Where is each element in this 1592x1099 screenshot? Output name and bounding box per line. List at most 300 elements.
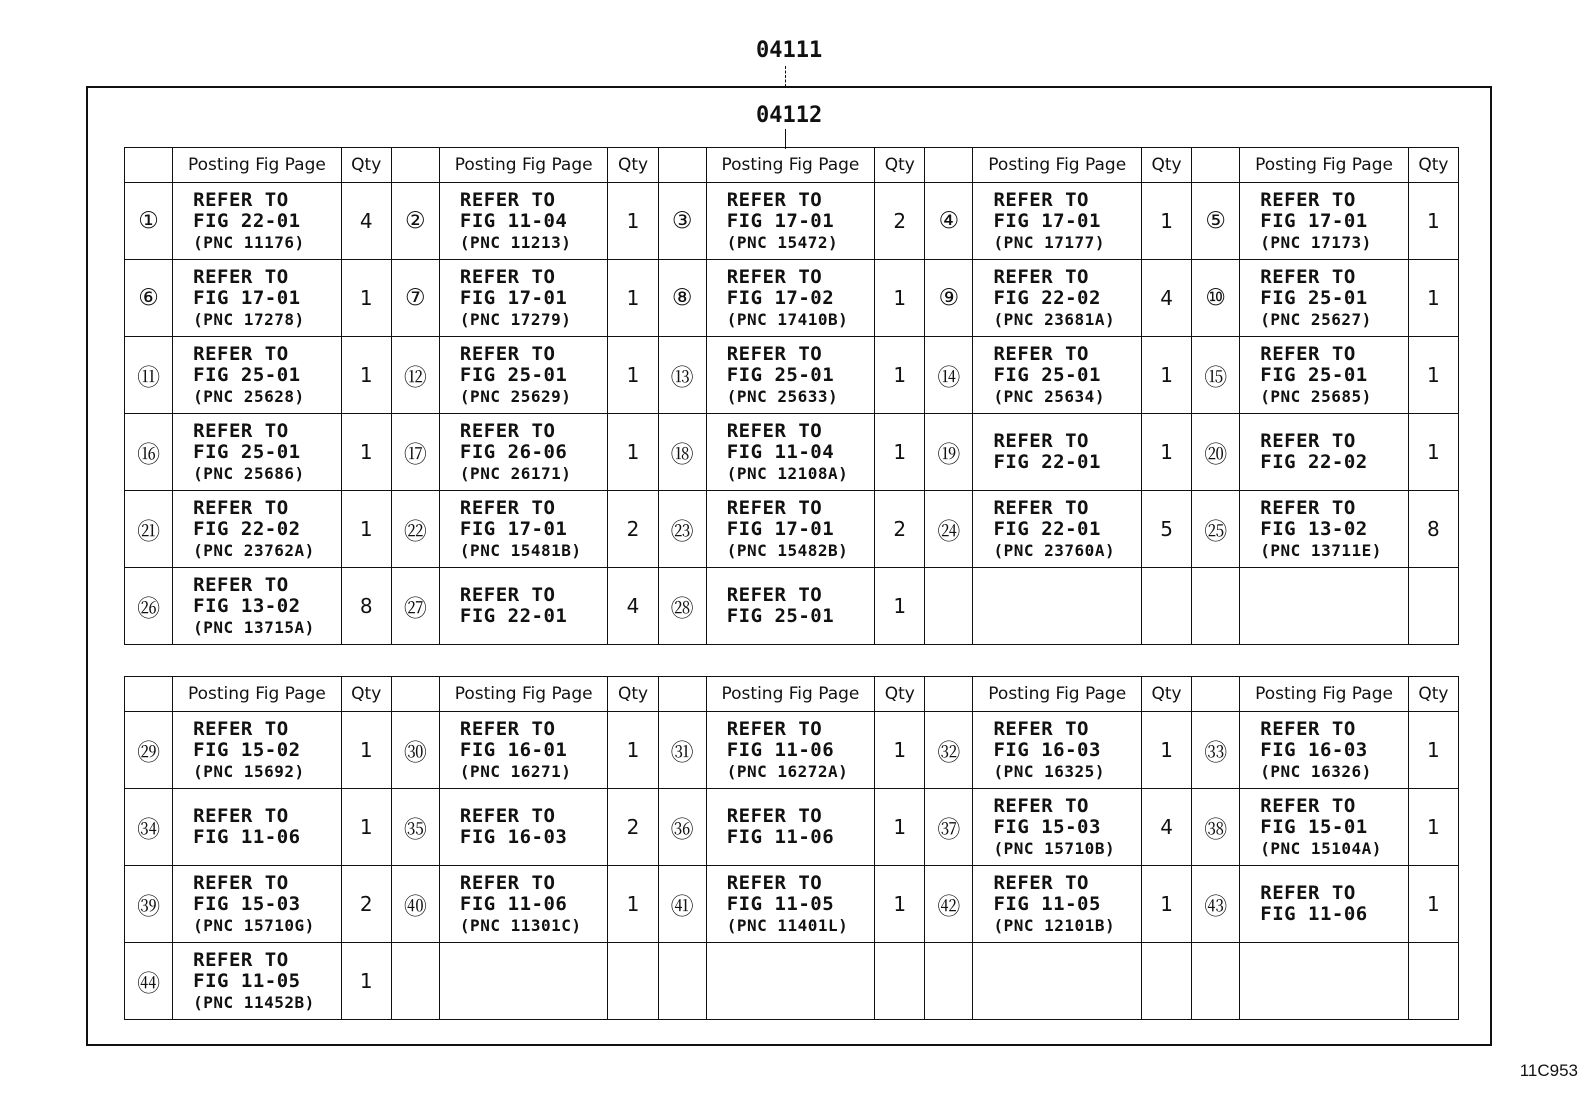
refer-to-text: REFER TO bbox=[726, 805, 823, 827]
table-row bbox=[125, 712, 1459, 789]
quantity: 8 bbox=[1408, 491, 1458, 568]
fig-page-text: FIG 25-01 bbox=[726, 605, 835, 627]
fig-page-text: FIG 26-06 bbox=[459, 440, 568, 463]
refer-to-text: REFER TO bbox=[726, 188, 823, 211]
quantity: 1 bbox=[1408, 789, 1458, 866]
table-row bbox=[125, 568, 1459, 645]
fig-page-text: FIG 15-03 bbox=[993, 815, 1101, 838]
item-number: ⑬ bbox=[658, 337, 706, 414]
pnc-text: (PNC 25633) bbox=[726, 386, 839, 406]
item-number: ⑧ bbox=[658, 260, 706, 337]
fig-page-text: FIG 22-02 bbox=[193, 517, 301, 540]
pnc-text: (PNC 11213) bbox=[459, 232, 572, 252]
refer-to-text: REFER TO bbox=[726, 419, 823, 442]
fig-page-text: FIG 25-01 bbox=[459, 363, 568, 386]
figure-reference bbox=[973, 866, 1142, 943]
fig-page-text: FIG 15-01 bbox=[1260, 815, 1368, 838]
figure-reference bbox=[439, 568, 608, 645]
pnc-text: (PNC 26171) bbox=[459, 463, 572, 483]
refer-to-text: REFER TO bbox=[1260, 188, 1356, 211]
figure-reference bbox=[973, 943, 1142, 1020]
figure-reference bbox=[439, 183, 608, 260]
quantity: 1 bbox=[1408, 337, 1458, 414]
item-number: ① bbox=[125, 183, 173, 260]
leader-line-04112 bbox=[785, 129, 786, 149]
refer-to-text: REFER TO bbox=[993, 871, 1089, 894]
table-row bbox=[125, 183, 1459, 260]
refer-to-text: REFER TO bbox=[459, 188, 556, 211]
header-number-cell bbox=[391, 677, 439, 712]
refer-to-text: REFER TO bbox=[726, 871, 823, 894]
illustration-code: 11C953 bbox=[1519, 1061, 1578, 1080]
quantity: 4 bbox=[341, 183, 391, 260]
item-number: ⑩ bbox=[1192, 260, 1240, 337]
figure-reference bbox=[1240, 183, 1409, 260]
refer-to-text: REFER TO bbox=[1260, 342, 1356, 365]
quantity: 1 bbox=[341, 337, 391, 414]
fig-page-text: FIG 25-01 bbox=[1260, 286, 1368, 309]
quantity: 1 bbox=[875, 866, 925, 943]
refer-to-text: REFER TO bbox=[1260, 717, 1356, 740]
figure-reference bbox=[173, 491, 342, 568]
quantity: 2 bbox=[341, 866, 391, 943]
fig-page-text: FIG 25-01 bbox=[193, 440, 301, 463]
refer-to-text: REFER TO bbox=[726, 717, 823, 740]
pnc-text: (PNC 15472) bbox=[726, 232, 839, 252]
figure-reference bbox=[706, 337, 875, 414]
refer-to-text: REFER TO bbox=[993, 188, 1089, 211]
refer-to-text: REFER TO bbox=[993, 430, 1089, 452]
refer-to-text: REFER TO bbox=[459, 342, 556, 365]
fig-page-text: FIG 11-06 bbox=[726, 738, 835, 761]
figure-reference bbox=[706, 183, 875, 260]
quantity: 1 bbox=[608, 183, 658, 260]
item-number: ④ bbox=[925, 183, 973, 260]
table-row bbox=[125, 260, 1459, 337]
header-number-cell bbox=[925, 677, 973, 712]
fig-page-text: FIG 16-01 bbox=[459, 738, 568, 761]
fig-page-text: FIG 25-01 bbox=[1260, 363, 1368, 386]
item-number: ㉟ bbox=[391, 789, 439, 866]
quantity: 1 bbox=[875, 414, 925, 491]
header-posting-fig-page: Posting Fig Page bbox=[439, 677, 608, 712]
pnc-text: (PNC 23762A) bbox=[193, 540, 315, 560]
refer-to-text: REFER TO bbox=[459, 496, 556, 519]
item-number: ㉕ bbox=[1192, 491, 1240, 568]
header-qty: Qty bbox=[1141, 677, 1191, 712]
item-number: ⑰ bbox=[391, 414, 439, 491]
pnc-text: (PNC 15692) bbox=[193, 761, 305, 781]
item-number: ㊳ bbox=[1192, 789, 1240, 866]
figure-reference bbox=[173, 789, 342, 866]
header-posting-fig-page: Posting Fig Page bbox=[706, 148, 875, 183]
reference-table-lower bbox=[124, 676, 1459, 1020]
header-number-cell bbox=[658, 677, 706, 712]
pnc-text: (PNC 25628) bbox=[193, 386, 305, 406]
header-qty: Qty bbox=[1408, 148, 1458, 183]
fig-page-text: FIG 22-02 bbox=[1260, 451, 1368, 473]
pnc-text: (PNC 15482B) bbox=[726, 540, 849, 560]
item-number: ㉙ bbox=[125, 712, 173, 789]
pnc-text: (PNC 16272A) bbox=[726, 761, 849, 781]
refer-to-text: REFER TO bbox=[993, 496, 1089, 519]
refer-to-text: REFER TO bbox=[193, 805, 289, 827]
figure-reference bbox=[706, 260, 875, 337]
refer-to-text: REFER TO bbox=[1260, 430, 1356, 452]
item-number: ⑨ bbox=[925, 260, 973, 337]
fig-page-text: FIG 11-04 bbox=[726, 440, 835, 463]
item-number: ㉔ bbox=[925, 491, 973, 568]
item-number: ㉒ bbox=[391, 491, 439, 568]
figure-reference bbox=[973, 337, 1142, 414]
fig-page-text: FIG 17-01 bbox=[193, 286, 301, 309]
fig-page-text: FIG 16-03 bbox=[1260, 738, 1368, 761]
quantity: 1 bbox=[608, 712, 658, 789]
pnc-text: (PNC 12101B) bbox=[993, 915, 1116, 935]
item-number: ② bbox=[391, 183, 439, 260]
fig-page-text: FIG 22-01 bbox=[459, 605, 568, 627]
quantity bbox=[608, 943, 658, 1020]
quantity: 1 bbox=[1141, 183, 1191, 260]
item-number bbox=[658, 943, 706, 1020]
header-posting-fig-page: Posting Fig Page bbox=[173, 677, 342, 712]
item-number: ㊴ bbox=[125, 866, 173, 943]
header-number-cell bbox=[125, 148, 173, 183]
fig-page-text: FIG 25-01 bbox=[993, 363, 1101, 386]
fig-page-text: FIG 25-01 bbox=[193, 363, 301, 386]
table-row bbox=[125, 337, 1459, 414]
fig-page-text: FIG 11-04 bbox=[459, 209, 568, 232]
table-row bbox=[125, 943, 1459, 1020]
refer-to-text: REFER TO bbox=[993, 265, 1089, 288]
header-posting-fig-page: Posting Fig Page bbox=[173, 148, 342, 183]
quantity: 4 bbox=[608, 568, 658, 645]
item-number: ㊱ bbox=[658, 789, 706, 866]
fig-page-text: FIG 17-01 bbox=[459, 517, 568, 540]
header-qty: Qty bbox=[875, 677, 925, 712]
refer-to-text: REFER TO bbox=[726, 342, 823, 365]
refer-to-text: REFER TO bbox=[193, 188, 289, 211]
quantity: 1 bbox=[1408, 414, 1458, 491]
figure-reference bbox=[173, 260, 342, 337]
pnc-text: (PNC 16326) bbox=[1260, 761, 1372, 781]
figure-reference bbox=[973, 260, 1142, 337]
quantity: 1 bbox=[341, 414, 391, 491]
figure-reference bbox=[973, 712, 1142, 789]
header-qty: Qty bbox=[608, 677, 658, 712]
table-row bbox=[125, 866, 1459, 943]
item-number bbox=[1192, 943, 1240, 1020]
quantity: 1 bbox=[1141, 866, 1191, 943]
item-number: ㊲ bbox=[925, 789, 973, 866]
refer-to-text: REFER TO bbox=[993, 342, 1089, 365]
quantity: 1 bbox=[608, 337, 658, 414]
fig-page-text: FIG 22-01 bbox=[193, 209, 301, 232]
pnc-text: (PNC 13715A) bbox=[193, 617, 315, 637]
fig-page-text: FIG 11-05 bbox=[726, 892, 835, 915]
quantity: 1 bbox=[875, 789, 925, 866]
fig-page-text: FIG 11-05 bbox=[993, 892, 1101, 915]
quantity: 4 bbox=[1141, 789, 1191, 866]
quantity: 1 bbox=[341, 491, 391, 568]
leader-line-04111 bbox=[785, 66, 786, 87]
fig-page-text: FIG 13-02 bbox=[1260, 517, 1368, 540]
pnc-text: (PNC 15104A) bbox=[1260, 838, 1382, 858]
fig-page-text: FIG 16-03 bbox=[993, 738, 1101, 761]
table-header-row bbox=[125, 677, 1459, 712]
item-number: ㉜ bbox=[925, 712, 973, 789]
pnc-text: (PNC 15710G) bbox=[193, 915, 315, 935]
refer-to-text: REFER TO bbox=[193, 948, 289, 971]
figure-reference bbox=[1240, 712, 1409, 789]
fig-page-text: FIG 17-01 bbox=[726, 517, 835, 540]
item-number: ㊵ bbox=[391, 866, 439, 943]
refer-to-text: REFER TO bbox=[1260, 794, 1356, 817]
figure-reference bbox=[439, 866, 608, 943]
figure-reference bbox=[1240, 866, 1409, 943]
quantity: 1 bbox=[341, 260, 391, 337]
item-number: ㉚ bbox=[391, 712, 439, 789]
figure-reference bbox=[706, 568, 875, 645]
header-posting-fig-page: Posting Fig Page bbox=[973, 148, 1142, 183]
pnc-text: (PNC 25629) bbox=[459, 386, 572, 406]
quantity: 1 bbox=[875, 712, 925, 789]
figure-reference bbox=[1240, 943, 1409, 1020]
header-qty: Qty bbox=[608, 148, 658, 183]
refer-to-text: REFER TO bbox=[459, 871, 556, 894]
refer-to-text: REFER TO bbox=[1260, 496, 1356, 519]
figure-reference bbox=[706, 943, 875, 1020]
refer-to-text: REFER TO bbox=[193, 573, 289, 596]
refer-to-text: REFER TO bbox=[993, 794, 1089, 817]
pnc-text: (PNC 11401L) bbox=[726, 915, 849, 935]
quantity: 1 bbox=[1408, 183, 1458, 260]
figure-reference bbox=[173, 414, 342, 491]
header-posting-fig-page: Posting Fig Page bbox=[1240, 677, 1409, 712]
header-number-cell bbox=[1192, 677, 1240, 712]
figure-reference bbox=[1240, 568, 1409, 645]
pnc-text: (PNC 25634) bbox=[993, 386, 1105, 406]
figure-reference bbox=[439, 712, 608, 789]
refer-to-text: REFER TO bbox=[726, 584, 823, 606]
pnc-text: (PNC 17410B) bbox=[726, 309, 849, 329]
figure-reference bbox=[439, 943, 608, 1020]
figure-reference bbox=[173, 183, 342, 260]
quantity: 2 bbox=[875, 491, 925, 568]
refer-to-text: REFER TO bbox=[459, 805, 556, 827]
item-number: ⑪ bbox=[125, 337, 173, 414]
pnc-text: (PNC 23760A) bbox=[993, 540, 1116, 560]
assembly-label-04112: 04112 bbox=[756, 103, 823, 128]
figure-reference bbox=[439, 337, 608, 414]
header-number-cell bbox=[125, 677, 173, 712]
item-number: ⑮ bbox=[1192, 337, 1240, 414]
quantity: 8 bbox=[341, 568, 391, 645]
header-qty: Qty bbox=[341, 148, 391, 183]
fig-page-text: FIG 22-02 bbox=[993, 286, 1101, 309]
figure-reference bbox=[973, 183, 1142, 260]
item-number: ㉗ bbox=[391, 568, 439, 645]
item-number bbox=[925, 943, 973, 1020]
refer-to-text: REFER TO bbox=[1260, 265, 1356, 288]
figure-reference bbox=[973, 568, 1142, 645]
fig-page-text: FIG 17-01 bbox=[726, 209, 835, 232]
figure-reference bbox=[439, 789, 608, 866]
item-number: ⑱ bbox=[658, 414, 706, 491]
item-number: ㊸ bbox=[1192, 866, 1240, 943]
fig-page-text: FIG 15-03 bbox=[193, 892, 301, 915]
figure-reference bbox=[1240, 337, 1409, 414]
quantity: 1 bbox=[875, 260, 925, 337]
item-number: ㉝ bbox=[1192, 712, 1240, 789]
fig-page-text: FIG 11-06 bbox=[726, 826, 835, 848]
quantity bbox=[1408, 943, 1458, 1020]
header-qty: Qty bbox=[1408, 677, 1458, 712]
fig-page-text: FIG 16-03 bbox=[459, 826, 568, 848]
header-posting-fig-page: Posting Fig Page bbox=[706, 677, 875, 712]
figure-reference bbox=[173, 866, 342, 943]
pnc-text: (PNC 16325) bbox=[993, 761, 1105, 781]
refer-to-text: REFER TO bbox=[193, 717, 289, 740]
quantity bbox=[1141, 568, 1191, 645]
pnc-text: (PNC 17278) bbox=[193, 309, 305, 329]
refer-to-text: REFER TO bbox=[459, 265, 556, 288]
figure-reference bbox=[706, 789, 875, 866]
header-posting-fig-page: Posting Fig Page bbox=[439, 148, 608, 183]
figure-reference bbox=[439, 414, 608, 491]
figure-reference bbox=[173, 337, 342, 414]
item-number: ③ bbox=[658, 183, 706, 260]
refer-to-text: REFER TO bbox=[1260, 882, 1356, 904]
pnc-text: (PNC 17279) bbox=[459, 309, 572, 329]
item-number bbox=[925, 568, 973, 645]
pnc-text: (PNC 15710B) bbox=[993, 838, 1116, 858]
figure-reference bbox=[439, 491, 608, 568]
item-number: ⑦ bbox=[391, 260, 439, 337]
quantity bbox=[1408, 568, 1458, 645]
fig-page-text: FIG 11-06 bbox=[1260, 903, 1368, 925]
item-number: ⑥ bbox=[125, 260, 173, 337]
item-number: ㊷ bbox=[925, 866, 973, 943]
refer-to-text: REFER TO bbox=[459, 419, 556, 442]
quantity: 1 bbox=[608, 414, 658, 491]
quantity: 1 bbox=[608, 866, 658, 943]
quantity: 1 bbox=[1141, 414, 1191, 491]
quantity: 2 bbox=[608, 789, 658, 866]
quantity bbox=[875, 943, 925, 1020]
header-posting-fig-page: Posting Fig Page bbox=[1240, 148, 1409, 183]
refer-to-text: REFER TO bbox=[193, 871, 289, 894]
refer-to-text: REFER TO bbox=[193, 342, 289, 365]
header-posting-fig-page: Posting Fig Page bbox=[973, 677, 1142, 712]
item-number: ⑲ bbox=[925, 414, 973, 491]
pnc-text: (PNC 25686) bbox=[193, 463, 305, 483]
pnc-text: (PNC 25627) bbox=[1260, 309, 1372, 329]
refer-to-text: REFER TO bbox=[193, 496, 289, 519]
header-number-cell bbox=[391, 148, 439, 183]
quantity: 5 bbox=[1141, 491, 1191, 568]
fig-page-text: FIG 11-06 bbox=[193, 826, 301, 848]
item-number: ㉓ bbox=[658, 491, 706, 568]
header-qty: Qty bbox=[1141, 148, 1191, 183]
quantity: 1 bbox=[875, 568, 925, 645]
figure-reference bbox=[439, 260, 608, 337]
item-number: ㉑ bbox=[125, 491, 173, 568]
pnc-text: (PNC 23681A) bbox=[993, 309, 1116, 329]
header-number-cell bbox=[1192, 148, 1240, 183]
pnc-text: (PNC 11452B) bbox=[193, 992, 315, 1012]
figure-reference bbox=[706, 414, 875, 491]
fig-page-text: FIG 11-05 bbox=[193, 969, 301, 992]
pnc-text: (PNC 11301C) bbox=[459, 915, 582, 935]
pnc-text: (PNC 15481B) bbox=[459, 540, 582, 560]
pnc-text: (PNC 17173) bbox=[1260, 232, 1372, 252]
refer-to-text: REFER TO bbox=[993, 717, 1089, 740]
quantity: 1 bbox=[1408, 866, 1458, 943]
assembly-label-04111: 04111 bbox=[756, 38, 823, 63]
item-number: ㉞ bbox=[125, 789, 173, 866]
quantity bbox=[1141, 943, 1191, 1020]
quantity: 1 bbox=[341, 712, 391, 789]
figure-reference bbox=[706, 491, 875, 568]
fig-page-text: FIG 22-01 bbox=[993, 517, 1101, 540]
refer-to-text: REFER TO bbox=[459, 584, 556, 606]
figure-reference bbox=[973, 789, 1142, 866]
pnc-text: (PNC 17177) bbox=[993, 232, 1105, 252]
item-number: ⑯ bbox=[125, 414, 173, 491]
fig-page-text: FIG 11-06 bbox=[459, 892, 568, 915]
quantity: 1 bbox=[1408, 260, 1458, 337]
quantity: 1 bbox=[341, 943, 391, 1020]
figure-reference bbox=[1240, 414, 1409, 491]
fig-page-text: FIG 17-01 bbox=[1260, 209, 1368, 232]
pnc-text: (PNC 16271) bbox=[459, 761, 572, 781]
table-row bbox=[125, 491, 1459, 568]
item-number bbox=[391, 943, 439, 1020]
fig-page-text: FIG 25-01 bbox=[726, 363, 835, 386]
header-number-cell bbox=[925, 148, 973, 183]
item-number: ⑭ bbox=[925, 337, 973, 414]
item-number bbox=[1192, 568, 1240, 645]
item-number: ⑳ bbox=[1192, 414, 1240, 491]
fig-page-text: FIG 15-02 bbox=[193, 738, 301, 761]
figure-reference bbox=[706, 866, 875, 943]
quantity: 2 bbox=[875, 183, 925, 260]
item-number: ㉛ bbox=[658, 712, 706, 789]
fig-page-text: FIG 17-01 bbox=[459, 286, 568, 309]
item-number: ⑤ bbox=[1192, 183, 1240, 260]
refer-to-text: REFER TO bbox=[726, 496, 823, 519]
figure-reference bbox=[1240, 260, 1409, 337]
fig-page-text: FIG 17-02 bbox=[726, 286, 835, 309]
figure-reference bbox=[973, 491, 1142, 568]
quantity: 1 bbox=[608, 260, 658, 337]
fig-page-text: FIG 22-01 bbox=[993, 451, 1101, 473]
pnc-text: (PNC 11176) bbox=[193, 232, 305, 252]
item-number: ㉖ bbox=[125, 568, 173, 645]
table-row bbox=[125, 414, 1459, 491]
quantity: 1 bbox=[875, 337, 925, 414]
quantity: 4 bbox=[1141, 260, 1191, 337]
header-qty: Qty bbox=[875, 148, 925, 183]
figure-reference bbox=[706, 712, 875, 789]
figure-reference bbox=[1240, 491, 1409, 568]
fig-page-text: FIG 13-02 bbox=[193, 594, 301, 617]
item-number: ㉘ bbox=[658, 568, 706, 645]
figure-reference bbox=[173, 943, 342, 1020]
refer-to-text: REFER TO bbox=[459, 717, 556, 740]
table-header-row bbox=[125, 148, 1459, 183]
